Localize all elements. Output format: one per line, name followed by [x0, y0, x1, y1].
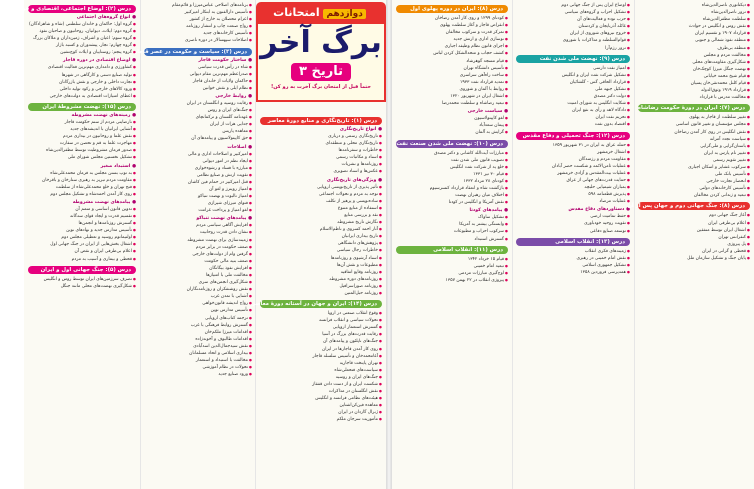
bullet-line: ● آغامحمدخان و تأسیس سلسله قاجار: [260, 353, 382, 360]
title-box: [256, 2, 386, 112]
title-inner: [256, 24, 386, 102]
bullet-line: ● سرکوب عشایر و اسکان اجباری: [638, 164, 750, 171]
bullet-line: ● اوج‌گیری مبارزات مردمی: [396, 270, 508, 277]
bullet-line: ● کودتای ۲۸ مرداد ۱۳۳۲: [396, 178, 508, 185]
bullet-line: ● قرارداد الحاقی گس - گلشائیان: [516, 79, 630, 86]
bullet-line: ● سیاست‌های فتحعلی‌شاه: [260, 367, 382, 374]
subheading: ● اصلاحات: [227, 144, 252, 150]
bullet-line: ● کنفرانس تهران: [638, 234, 750, 241]
bullet-line: ● گرفتن وام از دولت‌های خارجی: [144, 251, 252, 258]
bullet-line: ● خاطرات رجال سیاسی: [260, 247, 382, 254]
subheading: ● زمینه‌های نهضت مشروطه: [71, 112, 136, 118]
bullet-line: ● منطقه بی‌طرف: [638, 45, 750, 52]
bullet-line: ● همه‌پرسی فروردین ۱۳۵۸: [516, 269, 630, 276]
bullet-line: ● منطقه نفوذ شمالی و جنوبی: [638, 37, 750, 44]
bullet-line: ● اشغال ایران در شهریور ۱۳۲۰: [396, 93, 508, 100]
bullet-line: ● تأسیس کارخانه‌های دولتی: [638, 185, 750, 192]
bullet-line: ● اعلام بی‌طرفی ایران: [638, 220, 750, 227]
bullet-line: ● مخالفت با استبداد و استعمار: [144, 357, 252, 364]
bullet-line: ● ترور رزم‌آرا: [516, 45, 630, 52]
bullet-line: ● روزنامه حبل‌المتین: [260, 290, 382, 297]
bullet-line: ● انقراض قاجار و آغاز سلطنت پهلوی: [396, 22, 508, 29]
left-column-2: [134, 2, 254, 487]
bullet-line: ● مأموریت سرجان ملکم: [260, 416, 382, 423]
right-column-3: [627, 2, 752, 487]
column-divider: [140, 0, 141, 489]
bullet-line: ● روی کار آمدن احمدشاه و تشکیل مجلس دوم: [28, 191, 136, 198]
bullet-line: ● تأسیس مدارس نوین: [144, 307, 252, 314]
bullet-line: ● افزایش نفوذ بیگانگان: [144, 265, 252, 272]
bullet-line: ● هیئت‌های نظامی فرانسه و انگلیس: [260, 395, 382, 402]
lesson-header: درس (۱۴): ایران و جهان در آستانه دورۀ معاصر: [260, 300, 382, 308]
bullet-line: ● انحصار تجارت خارجی: [638, 178, 750, 185]
bullet-line: ● نقش آمریکا و انگلیس در کودتا: [396, 199, 508, 206]
bullet-line: ● اسناد آرشیوی و روزنامه‌ها: [260, 255, 382, 262]
bullet-line: ● قوام‌السلطنه و مذاکرات با شوروی: [516, 37, 630, 44]
subheading: ● انواع گروه‌های اجتماعی: [76, 15, 136, 20]
bullet-line: ● اقدامات میرزا ملکم‌خان: [144, 329, 252, 336]
bullet-line: ● قحطی و بیماری و آسیب به مردم: [28, 256, 136, 263]
lesson-header: درس (۱۳): انقلاب اسلامی: [516, 238, 630, 246]
tagline: حتماً قبل از امتحان برگ آخرت به رو کن!: [271, 84, 371, 90]
bullet-line: ● نشان دادن قدرت روحانیت: [144, 229, 252, 236]
bullet-line: ● لغو امتیاز و پرداخت غرامت: [144, 207, 252, 214]
bullet-line: ● تأسیس بانک ملی: [638, 171, 750, 178]
lesson-header: درس (۹): نهضت ملی شدن نفت: [516, 55, 630, 63]
bullet-line: ● تحولات در نظام آموزشی: [144, 364, 252, 371]
bullet-line: ● نقش انگلستان در مذاکرات: [260, 388, 382, 395]
title-ribbon: [256, 2, 386, 24]
bullet-line: ● نظام ایلی و نقش خوانین: [144, 85, 252, 92]
bullet-line: ● تمدید قرارداد نفت ۱۹۳۳: [396, 79, 508, 86]
bullet-line: ● نارضایتی مردم از ستم حکومت قاجار: [28, 119, 136, 126]
bullet-line: ● عملیات بیت‌المقدس و آزادی خرمشهر: [516, 170, 630, 177]
bullet-line: ● اشغال خرمشهر: [516, 149, 630, 156]
bullet-line: ● نقش علما و روحانیون در بیداری مردم: [28, 133, 136, 140]
bullet-line: ● تأسیس دارالفنون به ابتکار امیرکبیر: [144, 9, 252, 16]
bullet-line: ● به توپ بستن مجلس به فرمان محمدعلی‌شاه: [28, 170, 136, 177]
subheading: ● انواع تاریخ‌نگاری: [339, 127, 382, 132]
bullet-line: ● صدراعظم مهم‌ترین مقام دیوانی: [144, 71, 252, 78]
bullet-line: ● رواج صنعت چاپ و انتشار روزنامه: [144, 23, 252, 30]
subheading: ● روابط خارجی: [215, 93, 252, 99]
bullet-line: ● نقش امام خمینی در رهبری: [516, 255, 630, 262]
bullet-line: ● حق کاپیتولاسیون و پیامدهای آن: [144, 135, 252, 142]
bullet-line: ● اقتصاد بدون نفت: [516, 121, 630, 128]
bullet-line: ● مخالفت مدرس با قرارداد: [638, 94, 750, 101]
bullet-line: ● سرکوب احزاب و مطبوعات: [396, 228, 508, 235]
bullet-line: ● معاهده فین‌کن‌اشتاین: [260, 402, 382, 409]
bullet-line: ● روزنامه‌های دوره مشروطه: [260, 276, 382, 283]
bullet-line: ● قیام کلنل محمدتقی‌خان پسیان: [638, 80, 750, 87]
grade-label: دوازدهم: [323, 9, 365, 19]
bullet-line: ● تشکیل شرکت نفت ایران و انگلیس: [516, 72, 630, 79]
bullet-line: ● ورود کالاهای خارجی و رکود تولید داخلی: [28, 86, 136, 93]
bullet-line: ● ژنرال گاردان در ایران: [260, 409, 382, 416]
bullet-line: ● روی کار آمدن قاجارها در ایران: [260, 346, 382, 353]
bullet-line: ● روزنامه وقایع اتفاقیه: [260, 269, 382, 276]
bullet-line: ● حمایت قدرت‌های جهانی از عراق: [516, 177, 630, 184]
lesson-header: درس (۱۰): نهضت ملی شدن صنعت نفت: [396, 140, 508, 148]
bullet-line: ● بازگشت شاه و انعقاد قرارداد کنسرسیوم: [396, 185, 508, 192]
bullet-line: ● تحولات سیاسی و انقلاب فرانسه: [260, 317, 382, 324]
bullet-line: ● شکل‌گیری مقاومت‌های محلی: [638, 59, 750, 66]
bullet-line: ● تجارت داخلی و خارجی و نقش بازرگانان: [28, 79, 136, 86]
bullet-line: ● پذیرش قطعنامه ۵۹۸: [516, 191, 630, 198]
bullet-line: ● بیداری اسلامی و اتحاد مسلمانان: [144, 350, 252, 357]
bullet-line: ● مقاومت مردم و رزمندگان: [516, 156, 630, 163]
bullet-line: ● رواج اندیشه قانون‌خواهی: [144, 300, 252, 307]
bullet-line: ● مهاجرت علما به قم و تحصن در سفارت: [28, 140, 136, 147]
bullet-line: ● تأسیس دانشگاه تهران: [396, 65, 508, 72]
bullet-line: ● زمینه‌سازی برای نهضت مشروطه: [144, 237, 252, 244]
bullet-line: ● معاهده پاریس: [144, 128, 252, 135]
bullet-line: ● کشف حجاب و متحدالشکل کردن لباس: [396, 50, 508, 57]
bullet-line: ● تشکیل نخستین مجلس شورای ملی: [28, 154, 136, 161]
bullet-line: ● امتیاز رویترز و لغو آن: [144, 186, 252, 193]
bullet-line: ● تأسیس مدارس جدید و نهادهای نوین: [28, 227, 136, 234]
bullet-line: ● قیام ۱۵ خرداد ۱۳۴۲: [396, 256, 508, 263]
bullet-line: ● روزنامه‌ها و نشریات: [260, 161, 382, 168]
bullet-line: ● آشنایی با تمدن غرب: [144, 293, 252, 300]
bullet-line: ● فتح تهران و خلع محمدعلی‌شاه از سلطنت: [28, 184, 136, 191]
bullet-line: ● روزنامه صوراسرافیل: [260, 283, 382, 290]
bullet-line: ● جنگ‌های ایران و روسیه: [260, 374, 382, 381]
bullet-line: ● شکل‌گیری نهضت‌های محلی مانند جنگل: [28, 283, 136, 290]
bullet-line: ● تاریخ بیداری ایرانیان: [260, 233, 382, 240]
bullet-line: ● رقابت روسیه و انگلستان در ایران: [144, 100, 252, 107]
bullet-line: ● مبارزه با فساد و رشوه‌خواری: [144, 165, 252, 172]
bullet-line: ● تقویت ارتش و صنایع نظامی: [144, 172, 252, 179]
bullet-line: ● تقویت روحیه خودباوری: [516, 220, 630, 227]
bullet-line: ● بمباران شیمیایی حلبچه: [516, 184, 630, 191]
bullet-line: ● پل پیروزی: [638, 241, 750, 248]
bullet-line: ● تغییر تقویم رسمی: [638, 157, 750, 164]
bullet-line: ● گروه سوم: اعیان و اشراف، زمین‌داران و ملاکان بزرگ: [28, 35, 136, 42]
bullet-line: ● قرارداد ۱۹۱۹ وثوق‌الدوله: [638, 87, 750, 94]
bullet-line: ● ورود صنایع جدید: [144, 371, 252, 378]
bullet-line: ● مجلس مؤسسان و تغییر قانون اساسی: [638, 121, 750, 128]
bullet-line: ● تشکیل جمهوری اسلامی: [516, 262, 630, 269]
left-column-1: [0, 2, 138, 487]
bullet-line: ● تمرکز قدرت و سرکوب مخالفان: [396, 29, 508, 36]
lesson-header: درس (۱): تاریخ‌نگاری و منابع دورۀ معاصر: [260, 117, 382, 125]
bullet-line: ● نگارش تاریخ مشروطه: [260, 219, 382, 226]
bullet-line: ● آثار احمد کسروی و ناظم‌الاسلام: [260, 226, 382, 233]
bullet-line: ● پیروزی انقلاب در ۲۲ بهمن ۱۳۵۷: [396, 277, 508, 284]
bullet-line: ● نقش روس و انگلیس در حوادث: [638, 23, 750, 30]
lesson-header: درس (۷): ایران در دورۀ حکومت رضاشاه: [638, 104, 750, 112]
bullet-line: ● ساده‌نویسی و پرهیز از تکلف: [260, 198, 382, 205]
bullet-line: ● اوضاع ایران پس از جنگ جهانی دوم: [516, 2, 630, 9]
subheading: ● اوضاع اقتصادی در دوره قاجار: [63, 58, 136, 64]
bullet-line: ● سیاست تجدد آمرانه: [638, 136, 750, 143]
bullet-line: ● نهضت جنگل میرزا کوچک‌خان: [638, 66, 750, 73]
bullet-line: ● دیکتاتوری ناصرالدین‌شاه: [638, 2, 750, 9]
bullet-line: ● قیام ۳۰ تیر ۱۳۳۱: [396, 171, 508, 178]
bullet-line: ● عکس‌ها و اسناد تصویری: [260, 168, 382, 175]
lesson-header: درس (۳): سیاست و حکومت در عصر قاجار: [144, 48, 252, 56]
right-column-2: [514, 2, 632, 487]
subheading: ● پیامدهای نهضت مشروطه: [72, 199, 136, 205]
subject-title: تاریخ ۳: [291, 63, 351, 81]
bullet-line: ● کشاورزی و دامداری مهم‌ترین فعالیت اقتصادی: [28, 64, 136, 71]
bullet-line: ● آغاز جنگ جهانی دوم: [638, 212, 750, 219]
bullet-line: ● کودتای ۱۲۹۹ و روی کار آمدن رضاخان: [396, 15, 508, 22]
bullet-line: ● اصلاحات سپهسالار در دوره ناصری: [144, 37, 252, 44]
bullet-line: ● تحریم نفت ایران: [516, 114, 630, 121]
bullet-line: ● گروه پنجم: روستاییان و ایلات کوچ‌نشین: [28, 49, 136, 56]
bullet-line: ● حزب توده و فعالیت‌های آن: [516, 16, 630, 23]
lesson-header: درس (۲): اوضاع اجتماعی، اقتصادی و فرهنگی ...: [28, 5, 136, 13]
bullet-line: ● افزایش آگاهی سیاسی مردم: [144, 222, 252, 229]
bullet-line: ● گروه اول: حاکمان و خاندان سلطنتی (شاه و شاهزادگان): [28, 21, 136, 28]
bullet-line: ● پایان جنگ و تشکیل سازمان ملل: [638, 255, 750, 262]
bullet-line: ● حمله عراق به ایران در ۳۱ شهریور ۱۳۵۹: [516, 142, 630, 149]
bullet-line: ● اولتیماتوم روسیه و تعطیلی مجلس دوم: [28, 234, 136, 241]
bullet-line: ● تاریخ‌نگاری رسمی و درباری: [260, 133, 382, 140]
bullet-line: ● تشکیل احزاب و گروه‌های سیاسی: [516, 9, 630, 16]
subheading: ● دستاوردهای دفاع مقدس: [568, 207, 630, 213]
bullet-line: ● وابستگی بیشتر به آمریکا: [396, 221, 508, 228]
bullet-line: ● جنگ‌های ایران و روس: [144, 107, 252, 114]
lesson-header: درس (۵): جنگ جهانی اول و ایران: [28, 266, 136, 274]
subheading: ● پیامدهای کودتا: [469, 208, 508, 214]
bullet-line: ● عملیات مرصاد: [516, 198, 630, 205]
bullet-line: ● تغییر نام پارس به ایران: [638, 150, 750, 157]
bullet-line: ● خلع ید از شرکت نفت انگلیس: [396, 164, 508, 171]
bullet-line: ● توسعه صنایع دفاعی: [516, 228, 630, 235]
bullet-line: ● گسترش استعمار اروپایی: [260, 324, 382, 331]
bullet-line: ● تصویب قانون ملی شدن نفت: [396, 157, 508, 164]
bullet-line: ● ضعف حکومت در برابر مردم: [144, 244, 252, 251]
left-column-3: [251, 114, 384, 487]
bullet-line: ● نوسازی اداری و ارتش جدید: [396, 36, 508, 43]
bullet-line: ● نقش انگلیس در روی کار آمدن رضاخان: [638, 129, 750, 136]
bullet-line: ● تأثیر پذیری از تاریخ‌نویسی اروپایی: [260, 184, 382, 191]
bullet-line: ● نقش روشنفکران و روزنامه‌نگاران: [144, 286, 252, 293]
bullet-line: ● تشکیل ساواک: [396, 214, 508, 221]
bullet-line: ● گرایش به آلمان: [396, 129, 508, 136]
bullet-line: ● تهران پایتخت قاجاریه: [260, 360, 382, 367]
bullet-line: ● تشکیل جبهه ملی: [516, 86, 630, 93]
bullet-line: ● اعلام بی‌طرفی ایران و نقض آن: [28, 248, 136, 255]
bullet-line: ● دادگاه لاهه و رأی به نفع ایران: [516, 107, 630, 114]
bullet-line: ● آشنایی ایرانیان با اندیشه‌های جدید: [28, 126, 136, 133]
bullet-line: ● قیام شیخ محمد خیابانی: [638, 73, 750, 80]
bullet-line: ● سلطنت مظفرالدین‌شاه: [638, 16, 750, 23]
main-title: برگ آخر: [260, 25, 382, 60]
bullet-line: ● گسترش روابط فرهنگی با غرب: [144, 322, 252, 329]
bullet-line: ● مطبوعات و نقش آن‌ها: [260, 262, 382, 269]
bullet-line: ● شکست ایران و از دست دادن قفقاز: [260, 381, 382, 388]
bullet-line: ● حفظ تمامیت ارضی: [516, 213, 630, 220]
bullet-line: ● گسترش استبداد: [396, 236, 508, 243]
bullet-line: ● تولید صنایع دستی و کارگاهی در شهرها: [28, 72, 136, 79]
bullet-line: ● مخالفت ملی با امتیازها: [144, 272, 252, 279]
bullet-line: ● روابط با آلمان و شوروی: [396, 86, 508, 93]
bullet-line: ● اسناد و مکاتبات رسمی: [260, 154, 382, 161]
bullet-line: ● تاریخ‌نگاری محلی و منطقه‌ای: [260, 140, 382, 147]
bullet-line: ● اشغال بخش‌هایی از ایران در جنگ جهانی اول: [28, 241, 136, 248]
bullet-line: ● جنگ‌های ناپلئون و پیامدهای آن: [260, 338, 382, 345]
bullet-line: ● فتوای میرزای شیرازی: [144, 200, 252, 207]
bullet-line: ● اجرای قانون نظام وظیفه اجباری: [396, 43, 508, 50]
bullet-line: ● اختلاف میان رهبران نهضت: [396, 192, 508, 199]
exam-label: امتحانات: [273, 6, 320, 19]
bullet-line: ● شاه در رأس قدرت سیاسی: [144, 64, 252, 71]
bullet-line: ● اشغال ایران توسط متفقین: [638, 227, 750, 234]
bullet-line: ● وقوع انقلاب صنعتی در اروپا: [260, 310, 382, 317]
bullet-line: ● مقاومت مردم تبریز به رهبری ستارخان و باقرخان: [28, 177, 136, 184]
bullet-line: ● قیام مسجد گوهرشاد: [396, 58, 508, 65]
bullet-line: ● استفاده از منابع متنوع: [260, 205, 382, 212]
bullet-line: ● صدور فرمان مشروطیت توسط مظفرالدین‌شاه: [28, 147, 136, 154]
bullet-line: ● ایجاد نظم در امور دیوانی: [144, 158, 252, 165]
subheading: ● سیاست خارجی: [467, 109, 508, 115]
subheading: ● ویژگی‌های تاریخ‌نگاری: [326, 177, 382, 183]
bullet-line: ● مخالفت مردم و مجلس: [638, 52, 750, 59]
bullet-line: ● تغییر سلطنت از قاجار به پهلوی: [638, 114, 750, 121]
bullet-line: ● پژوهش‌های دانشگاهی: [260, 240, 382, 247]
bullet-line: ● نقش سیدجمال‌الدین اسدآبادی: [144, 343, 252, 350]
column-divider: [634, 0, 635, 489]
bullet-line: ● نقد و بررسی منابع: [260, 212, 382, 219]
bullet-line: ● تصرف سرزمین‌های ایران توسط روس و انگلیس: [28, 276, 136, 283]
bullet-line: ● شکل‌گیری انجمن‌های سری: [144, 279, 252, 286]
bullet-line: ● دولت دکتر مصدق: [516, 93, 630, 100]
bullet-line: ● اقدامات طالبوف و آخوندزاده: [144, 336, 252, 343]
right-page: [392, 0, 754, 489]
bullet-line: ● عهدنامه گلستان و ترکمانچای: [144, 114, 252, 121]
bullet-line: ● ترجمه کتاب‌های اروپایی: [144, 315, 252, 322]
bullet-line: ● قحطی و گرانی در ایران: [638, 248, 750, 255]
lesson-header: درس (۱۲): جنگ تحمیلی و دفاع مقدس: [516, 132, 630, 140]
lesson-header: درس (۸): ایران در دوره پهلوی اول: [396, 5, 508, 13]
bullet-line: ● امیرکبیر و اصلاحات اداری و مالی: [144, 151, 252, 158]
bullet-line: ● ترور ناصرالدین‌شاه: [638, 9, 750, 16]
right-column-1: [394, 2, 510, 487]
subheading: ● ساختار حکومت قاجار: [198, 57, 252, 63]
bullet-line: ● تبعید امام خمینی: [396, 263, 508, 270]
bullet-line: ● پیمان سعدآباد: [396, 122, 508, 129]
bullet-line: ● قتل امیرکبیر در حمام فین کاشان: [144, 179, 252, 186]
bullet-line: ● ساخت راه‌آهن سراسری: [396, 72, 508, 79]
bullet-line: ● جدایی هرات از ایران: [144, 121, 252, 128]
bullet-line: ● لغو کاپیتولاسیون: [396, 115, 508, 122]
bullet-line: ● امتیاز نفت دارسی: [516, 65, 630, 72]
bullet-line: ● امتیاز تالبوت و نهضت تنباکو: [144, 193, 252, 200]
lesson-header: درس (۸): جنگ جهانی دوم و جهان پس از آن: [638, 202, 750, 210]
bullet-line: ● گسترش روزنامه‌ها و انجمن‌ها: [28, 220, 136, 227]
bullet-line: ● تدوین قانون اساسی و متمم آن: [28, 206, 136, 213]
bullet-line: ● تبعید رضاشاه و سلطنت محمدرضا: [396, 100, 508, 107]
bullet-line: ● خاطرات و سفرنامه‌ها: [260, 147, 382, 154]
bullet-line: ● تقسیم قدرت و ایجاد قوای سه‌گانه: [28, 213, 136, 220]
bullet-line: ● ضعف بنیه مالی حکومت: [144, 258, 252, 265]
bullet-line: ● توجه به مردم و تحولات اجتماعی: [260, 191, 382, 198]
bullet-line: ● باستان‌گرایی و ملی‌گرایی: [638, 143, 750, 150]
bullet-line: ● عملیات ثامن‌الائمه و شکست حصر آبادان: [516, 163, 630, 170]
bullet-line: ● مبارزات آیت‌الله کاشانی و دکتر مصدق: [396, 150, 508, 157]
bullet-line: ● برنامه‌های اصلاحی عباس‌میرزا و قائم‌مقام: [144, 2, 252, 9]
bullet-line: ● تأسیس کارخانه‌های جدید: [144, 30, 252, 37]
bullet-line: ● شکایت انگلیس به شورای امنیت: [516, 100, 630, 107]
bullet-line: ● اعطای امتیازات اقتصادی به دولت‌های خارجی: [28, 93, 136, 100]
bullet-line: ● زمینه‌های فکری انقلاب: [516, 248, 630, 255]
bullet-line: ● تبعید و زندانی کردن مخالفان: [638, 192, 750, 199]
subheading: ● پیامدهای نهضت تنباکو: [196, 216, 252, 222]
bullet-line: ● گروه چهارم: تجار، پیشه‌وران و کسبه بازار: [28, 42, 136, 49]
lesson-header: درس (۱۱): انقلاب اسلامی: [396, 246, 508, 254]
lesson-header: درس (۱۵): نهضت مشروطۀ ایران: [28, 103, 136, 111]
bullet-line: ● رقابت قدرت‌های بزرگ در آسیا: [260, 331, 382, 338]
bullet-line: ● قرارداد ۱۹۰۷ و تقسیم ایران: [638, 30, 750, 37]
column-divider: [512, 0, 513, 489]
bullet-line: ● غائله آذربایجان و کردستان: [516, 23, 630, 30]
bullet-line: ● گروه دوم: ایلات، دیوانیان، روحانیون و صاحبان نفوذ: [28, 28, 136, 35]
bullet-line: ● خروج نیروهای شوروی از ایران: [516, 30, 630, 37]
bullet-line: ● حاکمان ولایات از خاندان قاجار: [144, 78, 252, 85]
bullet-line: ● اعزام محصلان به خارج از کشور: [144, 16, 252, 23]
subheading: ● استبداد صغیر: [100, 163, 136, 169]
